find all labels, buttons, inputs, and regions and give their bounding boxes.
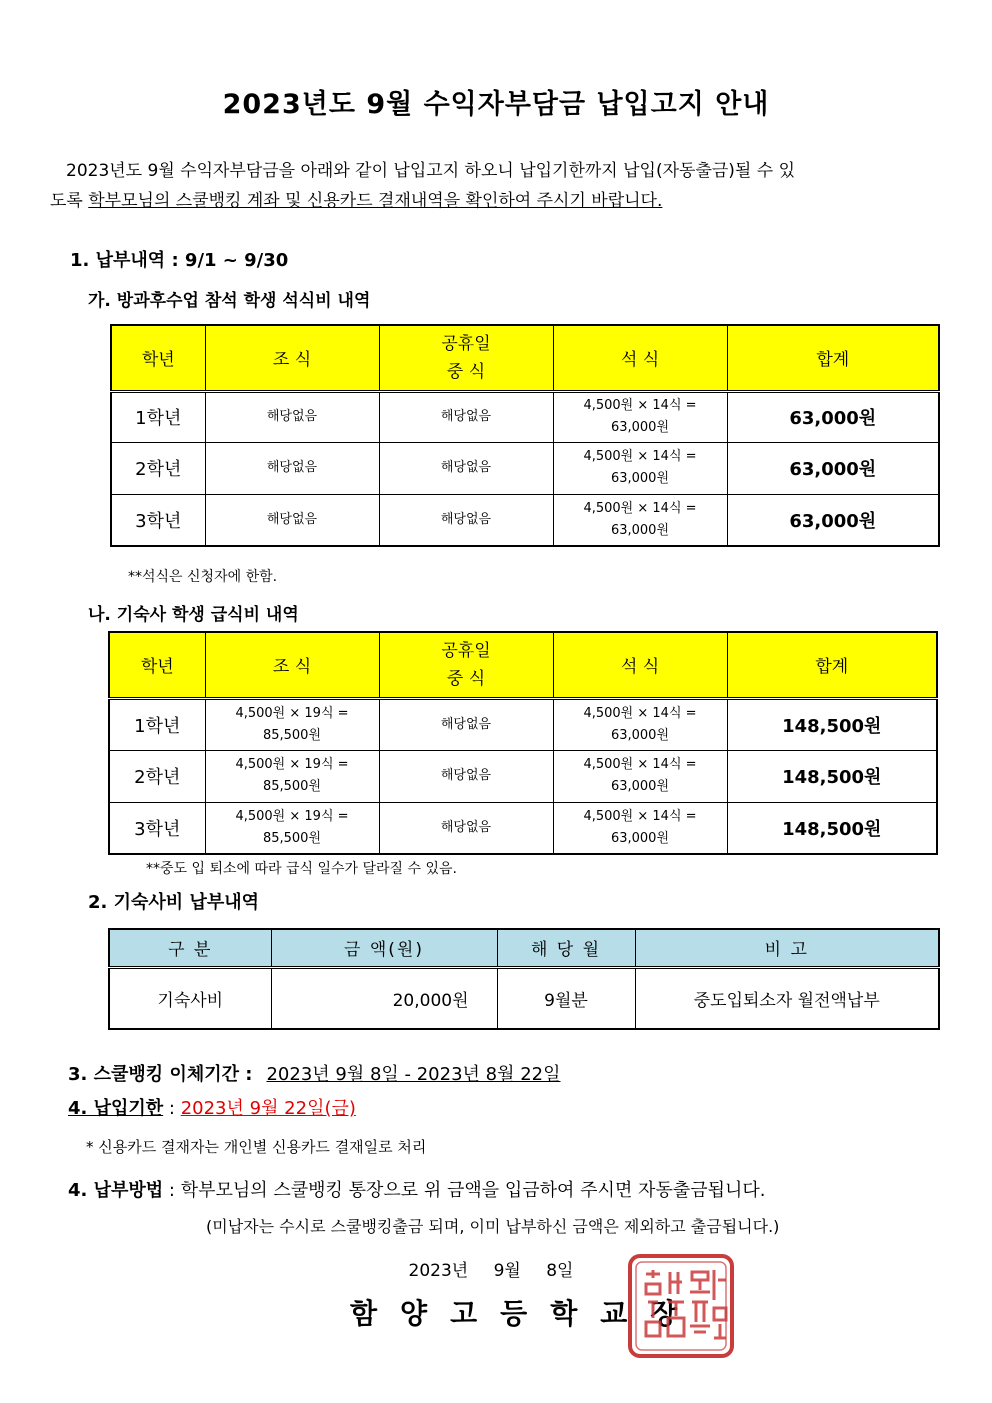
header-lunch xyxy=(379,325,553,391)
deadline-colon: : xyxy=(163,1098,181,1119)
breakfast-cell xyxy=(205,802,379,854)
lunch-cell: 해당없음 xyxy=(379,494,553,546)
intro-line-1: 2023년도 9월 수익자부담금을 아래와 같이 납입고지 하오니 납입기한까지 납입(자동출금)될 수 있 xyxy=(66,161,795,181)
total-cell: 63,000원 xyxy=(727,494,939,546)
deadline-date: 2023년 9월 22일(금) xyxy=(180,1098,356,1119)
dorm-header-row xyxy=(109,929,939,967)
credit-card-note: * 신용카드 결재자는 개인별 신용카드 결재일로 처리 xyxy=(86,1138,427,1156)
breakfast-cell: 해당없음 xyxy=(205,494,379,546)
remark-cell: 중도입퇴소자 월전액납부 xyxy=(635,967,939,1029)
dinner-cell xyxy=(553,494,727,546)
amount-cell: 20,000원 xyxy=(271,967,497,1029)
grade-cell: 1학년 xyxy=(111,391,205,442)
school-principal: 함양고등학교장 xyxy=(350,1297,701,1330)
breakfast-cell xyxy=(205,698,379,750)
section-4-deadline xyxy=(68,1094,356,1120)
table-row xyxy=(111,442,939,494)
dinner-amount: 63,000원 xyxy=(610,420,670,435)
header-dinner: 석 식 xyxy=(553,325,727,391)
dinner-cell xyxy=(553,802,727,854)
breakfast-amount: 85,500원 xyxy=(262,830,322,846)
table-a-note: **석식은 신청자에 한함. xyxy=(128,569,278,585)
lunch-cell: 해당없음 xyxy=(379,750,553,802)
table-a-header-row xyxy=(111,325,939,391)
header-lunch xyxy=(379,632,553,698)
dinner-formula: 4,500원 × 14식 = xyxy=(583,705,697,721)
header-amount: 금 액(원) xyxy=(271,929,497,967)
transfer-period: 2023년 9월 8일 - 2023년 8월 22일 xyxy=(266,1064,561,1085)
intro-line-2 xyxy=(50,186,662,211)
header-category: 구 분 xyxy=(109,929,271,967)
dinner-amount: 63,000원 xyxy=(610,830,670,846)
dinner-cell xyxy=(553,750,727,802)
month-cell: 9월분 xyxy=(497,967,635,1029)
header-lunch-top: 공휴일 xyxy=(441,640,491,661)
table-b-header-row xyxy=(109,632,937,698)
document-title: 2023년도 9월 수익자부담금 납입고지 안내 xyxy=(222,89,770,120)
header-grade: 학년 xyxy=(109,632,205,698)
total-cell: 63,000원 xyxy=(727,442,939,494)
section-3-heading xyxy=(68,1060,561,1086)
header-total: 합계 xyxy=(727,632,937,698)
deadline-label: 4. 납입기한 xyxy=(68,1098,164,1119)
dinner-cell xyxy=(553,698,727,750)
total-cell: 63,000원 xyxy=(727,391,939,442)
header-remark: 비 고 xyxy=(635,929,939,967)
table-row xyxy=(111,494,939,546)
section-3-label: 3. 스쿨뱅킹 이체기간 : xyxy=(68,1064,253,1085)
dinner-formula: 4,500원 × 14식 = xyxy=(583,500,697,516)
table-row xyxy=(109,967,939,1029)
issue-date: 2023년 9월 8일 xyxy=(408,1261,574,1281)
grade-cell: 3학년 xyxy=(111,494,205,546)
intro-line-2-emphasis: 학부모님의 스쿨뱅킹 계좌 및 신용카드 결재내역을 확인하여 주시기 바랍니다. xyxy=(88,191,663,211)
lunch-cell: 해당없음 xyxy=(379,802,553,854)
dinner-formula: 4,500원 × 14식 = xyxy=(583,757,697,772)
table-row xyxy=(111,391,939,442)
lunch-cell: 해당없음 xyxy=(379,442,553,494)
grade-cell: 1학년 xyxy=(109,698,205,750)
breakfast-formula: 4,500원 × 19식 = xyxy=(235,757,349,772)
breakfast-cell: 해당없음 xyxy=(205,442,379,494)
section-4-method xyxy=(68,1176,766,1202)
dinner-formula: 4,500원 × 14식 = xyxy=(583,449,697,464)
breakfast-amount: 85,500원 xyxy=(262,727,322,743)
breakfast-cell xyxy=(205,750,379,802)
table-a-caption: 가. 방과후수업 참석 학생 석식비 내역 xyxy=(88,291,371,311)
table-row xyxy=(109,750,937,802)
grade-cell: 2학년 xyxy=(111,442,205,494)
breakfast-cell: 해당없음 xyxy=(205,391,379,442)
section-1-period: : 9/1 ~ 9/30 xyxy=(165,250,289,271)
dinner-cell xyxy=(553,391,727,442)
table-b-note: **중도 입 퇴소에 따라 급식 일수가 달라질 수 있음. xyxy=(146,861,458,877)
method-note: (미납자는 수시로 스쿨뱅킹출금 되며, 이미 납부하신 금액은 제외하고 출금됩니다.) xyxy=(206,1217,780,1236)
breakfast-amount: 85,500원 xyxy=(262,779,322,794)
header-lunch-bottom: 중 식 xyxy=(446,361,486,382)
dinner-amount: 63,000원 xyxy=(610,471,670,486)
total-cell: 148,500원 xyxy=(727,750,937,802)
lunch-cell: 해당없음 xyxy=(379,391,553,442)
table-row xyxy=(109,698,937,750)
dinner-formula: 4,500원 × 14식 = xyxy=(583,398,697,413)
header-breakfast: 조 식 xyxy=(205,325,379,391)
table-row xyxy=(109,802,937,854)
table-b xyxy=(108,631,938,855)
official-seal-icon xyxy=(626,1252,736,1360)
header-month: 해 당 월 xyxy=(497,929,635,967)
section-2-heading: 2. 기숙사비 납부내역 xyxy=(88,892,259,913)
breakfast-formula: 4,500원 × 19식 = xyxy=(235,705,349,721)
grade-cell: 2학년 xyxy=(109,750,205,802)
method-label: 4. 납부방법 xyxy=(68,1180,164,1201)
dinner-cell xyxy=(553,442,727,494)
header-lunch-top: 공휴일 xyxy=(441,333,491,354)
dinner-amount: 63,000원 xyxy=(610,727,670,743)
header-dinner: 석 식 xyxy=(553,632,727,698)
table-b-caption: 나. 기숙사 학생 급식비 내역 xyxy=(88,605,299,625)
total-cell: 148,500원 xyxy=(727,802,937,854)
section-1-heading xyxy=(70,246,288,272)
intro-line-2-prefix: 도록 xyxy=(50,191,89,211)
dinner-formula: 4,500원 × 14식 = xyxy=(583,808,697,824)
header-grade: 학년 xyxy=(111,325,205,391)
lunch-cell: 해당없음 xyxy=(379,698,553,750)
table-a xyxy=(110,324,940,547)
category-cell: 기숙사비 xyxy=(109,967,271,1029)
breakfast-formula: 4,500원 × 19식 = xyxy=(235,808,349,824)
total-cell: 148,500원 xyxy=(727,698,937,750)
header-total: 합계 xyxy=(727,325,939,391)
dorm-fee-table xyxy=(108,928,940,1030)
section-1-label: 1. 납부내역 xyxy=(70,250,166,271)
dinner-amount: 63,000원 xyxy=(610,522,670,538)
header-breakfast: 조 식 xyxy=(205,632,379,698)
method-text: : 학부모님의 스쿨뱅킹 통장으로 위 금액을 입금하여 주시면 자동출금됩니다. xyxy=(163,1180,766,1201)
dinner-amount: 63,000원 xyxy=(610,779,670,794)
header-lunch-bottom: 중 식 xyxy=(446,668,486,689)
grade-cell: 3학년 xyxy=(109,802,205,854)
